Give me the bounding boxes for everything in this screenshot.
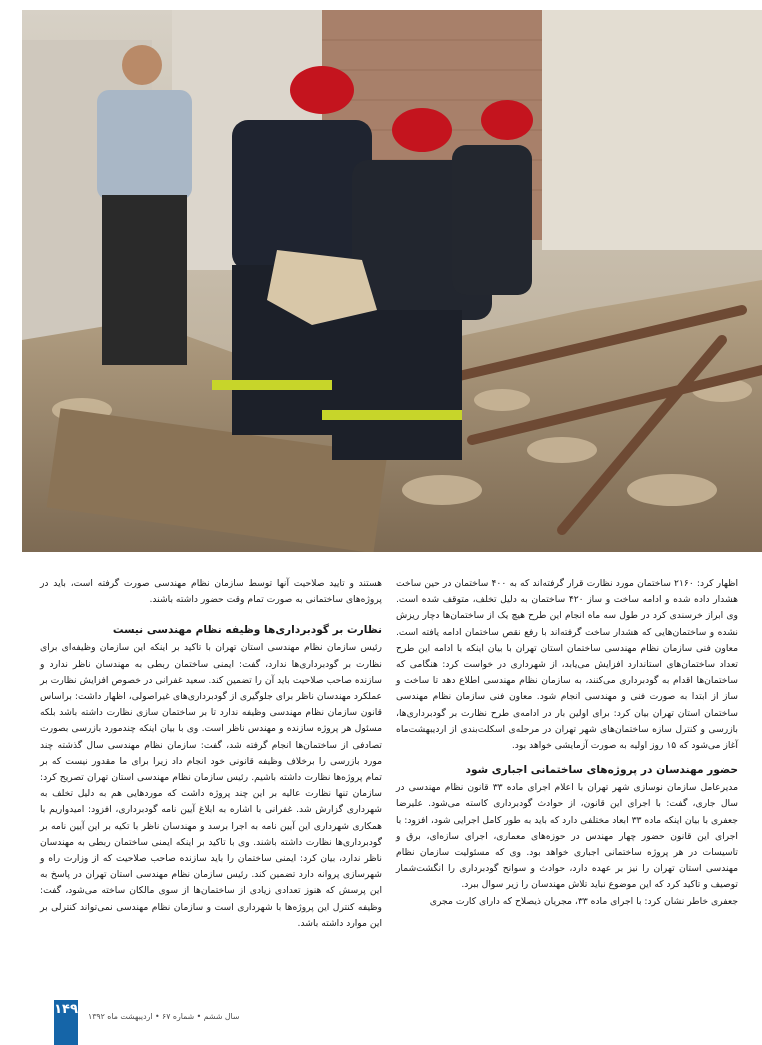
page-number: ۱۴۹ bbox=[54, 1002, 78, 1017]
rescue-photo-icon bbox=[22, 10, 762, 552]
right-column-body: مدیرعامل سازمان نوسازی شهر تهران با اعلام اجرای ماده ۳۳ قانون نظام مهندسی در سال جاری، گفت: با اجرای این قانون، از حوادث گودبرداری کاسته می‌شود. علیرضا جعفری با بیان اینکه ماده ۳۳ ابعاد مختلفی دارد که باید به طور کامل اجرایی شود، افزود: با اجرای این قانون حضور چهار مهندس در حوزه‌های معماری، اجرای سازه‌ای، برق و تاسیسات در هر پروژه ساختمانی اجباری خواهد بود. وی که مسئولیت سازمان نظام مهندسی استان تهران را نیز بر عهده دارد، حوادث و سوانح گودبرداری را انگشت‌شمار توصیف و تاکید کرد که این موضوع نباید تلاش مهندسان را زیر سوال ببرد. bbox=[396, 782, 739, 891]
right-column bbox=[396, 576, 738, 910]
issue-info: سال ششم • شماره ۶۷ • اردیبهشت ماه ۱۳۹۲ bbox=[88, 1012, 240, 1021]
right-column-intro: اظهار کرد: ۲۱۶۰ ساختمان مورد نظارت قرار گرفته‌اند که به ۴۰۰ ساختمان در حین ساخت هشدار داده شده و ادامه ساخت و ساز ۴۲۰ ساختمان به دلیل تخلف، متوقف شده است. وی ابراز خرسندی کرد در طول سه ماه انجام این طرح هیچ یک از ساختمان‌ها دچار ریزش نشده و ساختمان‌هایی که هشدار ساخت گرفته‌اند با رفع نقص ساختمان ادامه یافته است. معاون فنی سازمان نظام مهندسی ساختمان استان تهران با بیان اینکه با ادامه این طرح تعداد ساختمان‌های استاندارد افزایش می‌یابد، از شهرداری در خواست کرد: هنگامی که ساختمان‌ها اقدام به گودبرداری می‌کنند، به سازمان نظام مهندسی اطلاع دهد تا ساخت و ساز از ابتدا به صورت فنی و مهندسی انجام شود. معاون فنی سازمان نظام مهندسی ساختمان استان تهران بیان کرد: برای اولین بار در ادامه‌ی طرح نظارت بر گودبرداری‌ها، بازرسی و کنترل سازه ساختمان‌های شهر تهران در مرحله‌ی اسکلت‌بندی از اردیبهشت‌ماه آغاز می‌شود که ۱۵ روز اولیه به صورت آزمایشی خواهد بود. bbox=[396, 578, 739, 752]
rescue-photo bbox=[22, 10, 762, 552]
left-column-heading: نظارت بر گودبرداری‌ها وظیفه نظام مهندسی نیست bbox=[112, 624, 382, 637]
left-column-body: رئیس سازمان نظام مهندسی استان تهران با تاکید بر اینکه این سازمان وظیفه‌ای برای نظارت بر گودبرداری‌ها ندارد، گفت: ایمنی ساختمان ربطی به مهندسان ناظر ندارد و سازنده صاحب صلاحیت باید آن را تضمین کند. سعید غفرانی در خصوص افزایش نظارت بر عملکرد مهندسان ناظر برای جلوگیری از گودبرداری‌های غیراصولی، اظهار داشت: براساس قانون سازمان نظام مهندسی وظیفه ندارد تا بر ساختمان سازی نظارت داشته باشد بلکه مسئول هر پروژه سازنده و مهندس ناظر است. وی با بیان اینکه چندمورد بازرسی بصورت تصادفی از ساختمان‌ها انجام گرفته شد، گفت: سازمان نظام مهندسی سال گذشته چند مورد بازرسی را برخلاف وظیفه قانونی خود انجام داد زیرا برای ما مقدور نیست که بر تمام پروژه‌ها نظارت داشته باشیم. رئیس سازمان نظام مهندسی استان تهران تصریح کرد: سازمان تنها نظارت عالیه بر این چند پروژه داشت که موردهایی هم به دلیل تخلف به شهرداری گزارش شد. غفرانی با اشاره به ابلاغ آیین نامه گودبرداری، افزود: امیدواریم با همکاری شهرداری این آیین نامه به اجرا برسد و مهندسان ناظر با تکیه بر این آیین نامه بر گودبرداری‌ها نظارت داشته باشند. وی با تاکید بر اینکه ایمنی ساختمان ربطی به مهندسان ناظر ندارد، بیان کرد: ایمنی ساختمان را باید سازنده صاحب صلاحیت که از وزارت راه و شهرسازی پروانه دارد تضمین کند. رئیس سازمان نظام مهندسی استان تهران در پاسخ به این پرسش که هنوز تعدادی زیادی از ساختمان‌ها از سوی مالکان ساخته می‌شود، گفت: وظیفه کنترل این پروژه‌ها با شهرداری است و سازمان نظام مهندسی نمی‌تواند کنترلی بر این موارد داشته باشد. bbox=[40, 642, 382, 929]
right-column-heading: حضور مهندسان در پروژه‌های ساختمانی اجباری شود bbox=[465, 764, 738, 777]
left-column bbox=[40, 576, 382, 932]
right-column-closing: جعفری خاطر نشان کرد: با اجرای ماده ۳۳، مجریان ذیصلاح که دارای کارت مجری bbox=[429, 895, 738, 907]
left-column-intro: هستند و تایید صلاحیت آنها توسط سازمان نظام مهندسی صورت گرفته است، باید در پروژه‌های ساختمانی به صورت تمام وقت حضور داشته باشند. bbox=[40, 578, 382, 606]
